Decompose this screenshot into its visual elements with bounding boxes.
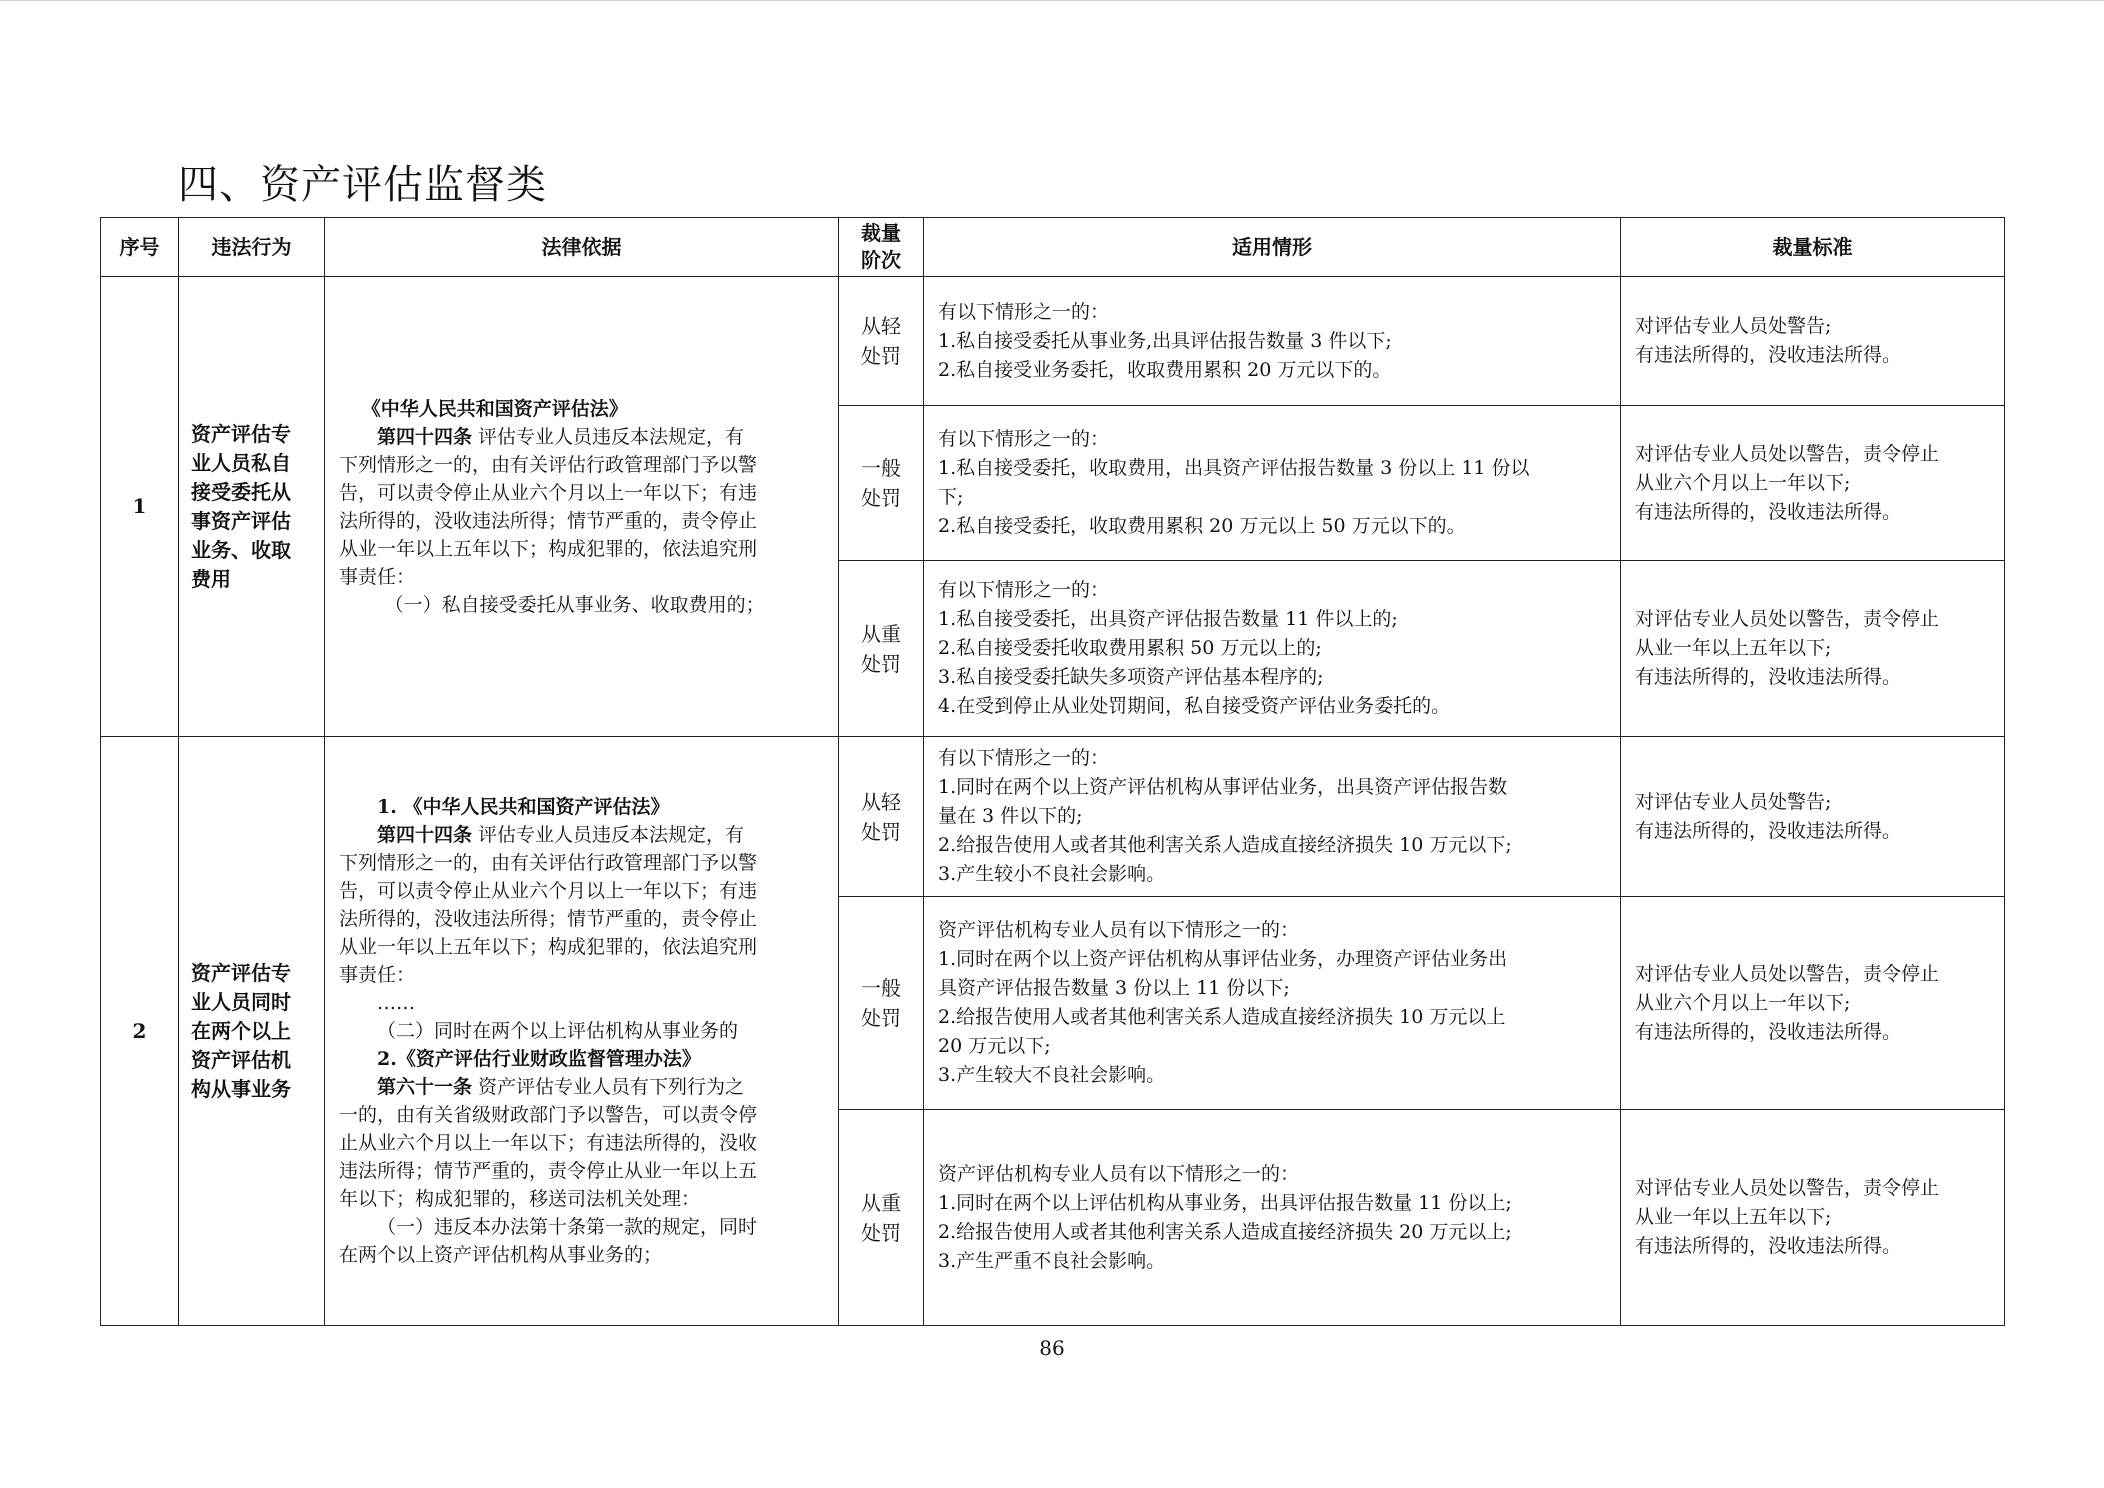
level-line: 从重 (861, 621, 901, 646)
law-item: （二）同时在两个以上评估机构从事业务的 (377, 1020, 739, 1042)
violation-line: 资产评估专 (191, 960, 291, 985)
law-text: 下列情形之一的，由有关评估行政管理部门予以警 (339, 852, 758, 874)
violation-cell (179, 277, 325, 737)
violation-line: 费用 (191, 566, 231, 591)
standard-line: 对评估专业人员处以警告，责令停止 (1635, 1177, 1940, 1199)
violation-line: 业人员同时 (191, 989, 291, 1014)
violation-line: 业人员私自 (191, 450, 291, 475)
law-text: 告，可以责令停止从业六个月以上一年以下；有违 (339, 880, 758, 902)
situation-line: 2.给报告使用人或者其他利害关系人造成直接经济损失 10 万元以上 (938, 1006, 1506, 1028)
row-number: 2 (101, 737, 179, 1326)
situation-line: 资产评估机构专业人员有以下情形之一的： (938, 1162, 1300, 1185)
standard-cell (1621, 1110, 2005, 1326)
level-line: 处罚 (861, 1006, 901, 1030)
situation-cell (924, 561, 1621, 737)
col-header-level-line: 裁量 (861, 221, 901, 245)
situation-line: 3.私自接受委托缺失多项资产评估基本程序的; (938, 666, 1324, 688)
law-text: 评估专业人员违反本法规定，有 (472, 824, 745, 846)
situation-line: 有以下情形之一的： (938, 747, 1110, 769)
standard-cell (1621, 561, 2005, 737)
violation-line: 在两个以上 (191, 1018, 291, 1043)
col-header-law: 法律依据 (325, 218, 839, 277)
law-text: 告，可以责令停止从业六个月以上一年以下；有违 (339, 481, 758, 504)
page-top-border (0, 0, 2104, 1)
situation-line: 资产评估机构专业人员有以下情形之一的： (938, 919, 1300, 941)
level-cell (839, 1110, 924, 1326)
violation-line: 构从事业务 (191, 1076, 291, 1101)
level-line: 从轻 (861, 789, 901, 814)
situation-line: 有以下情形之一的： (938, 300, 1110, 323)
law-item: （一）违反本办法第十条第一款的规定，同时 (377, 1216, 758, 1238)
situation-line: 20 万元以下; (938, 1035, 1051, 1057)
level-cell (839, 406, 924, 561)
standard-line: 从业六个月以上一年以下; (1635, 991, 1851, 1014)
col-header-act: 违法行为 (179, 218, 325, 277)
violation-line: 资产评估专 (191, 421, 291, 446)
law-article: 第四十四条 (377, 824, 473, 846)
situation-line: 1.同时在两个以上资产评估机构从事评估业务，办理资产评估业务出 (938, 948, 1508, 970)
law-text: 资产评估专业人员有下列行为之 (472, 1076, 745, 1098)
situation-cell (924, 897, 1621, 1110)
page-number: 86 (1039, 1336, 1065, 1360)
situation-line: 量在 3 件以下的; (938, 805, 1083, 827)
level-line: 从重 (861, 1190, 901, 1215)
law-text: 从业一年以上五年以下；构成犯罪的，依法追究刑 (339, 936, 758, 958)
situation-line: 1.同时在两个以上资产评估机构从事评估业务，出具资产评估报告数 (938, 776, 1508, 798)
row-number: 1 (101, 277, 179, 737)
level-line: 处罚 (861, 486, 901, 510)
level-line: 处罚 (861, 344, 901, 368)
situation-line: 1.私自接受委托从事业务,出具评估报告数量 3 件以下; (938, 329, 1392, 352)
table-row (101, 277, 2005, 406)
standard-line: 有违法所得的，没收违法所得。 (1635, 500, 1902, 523)
law-item: （一）私自接受委托从事业务、收取费用的； (384, 593, 765, 616)
standard-line: 有违法所得的，没收违法所得。 (1635, 344, 1902, 366)
standard-line: 有违法所得的，没收违法所得。 (1635, 666, 1902, 688)
standard-line: 从业一年以上五年以下; (1635, 1206, 1832, 1228)
table-row (101, 737, 2005, 897)
standard-line: 对评估专业人员处以警告，责令停止 (1635, 608, 1940, 630)
col-header-standard: 裁量标准 (1621, 218, 2005, 277)
violation-line: 业务、收取 (191, 537, 291, 562)
col-header-level-line: 阶次 (861, 248, 901, 272)
law-item: 在两个以上资产评估机构从事业务的； (339, 1244, 663, 1266)
law-text: 评估专业人员违反本法规定，有 (472, 425, 745, 448)
standard-cell (1621, 897, 2005, 1110)
law-text: 下列情形之一的，由有关评估行政管理部门予以警 (339, 453, 758, 476)
col-header-situation: 适用情形 (924, 218, 1621, 277)
level-line: 一般 (861, 976, 901, 1000)
legal-basis-cell (325, 737, 839, 1326)
law-text: 事责任： (339, 964, 416, 986)
col-header-no: 序号 (101, 218, 179, 277)
law-text: 法所得的，没收违法所得；情节严重的，责令停止 (339, 908, 758, 930)
law-text: 年以下；构成犯罪的，移送司法机关处理： (339, 1188, 701, 1210)
law-ellipsis: …… (377, 992, 415, 1014)
standard-line: 从业一年以上五年以下; (1635, 637, 1832, 659)
situation-line: 3.产生较大不良社会影响。 (938, 1064, 1166, 1086)
law-title: 1. 《中华人民共和国资产评估法》 (377, 796, 670, 818)
situation-line: 具资产评估报告数量 3 份以上 11 份以下; (938, 977, 1290, 999)
situation-cell (924, 1110, 1621, 1326)
level-cell (839, 737, 924, 897)
situation-line: 下; (938, 486, 964, 508)
violation-line: 接受委托从 (191, 479, 291, 504)
situation-line: 2.私自接受委托收取费用累积 50 万元以上的; (938, 637, 1322, 659)
law-text: 事责任： (339, 565, 416, 588)
situation-line: 3.产生严重不良社会影响。 (938, 1249, 1166, 1272)
situation-line: 3.产生较小不良社会影响。 (938, 863, 1166, 885)
standard-line: 有违法所得的，没收违法所得。 (1635, 1235, 1902, 1257)
law-text: 从业一年以上五年以下；构成犯罪的，依法追究刑 (339, 537, 758, 560)
law-text: 一的，由有关省级财政部门予以警告，可以责令停 (339, 1104, 758, 1126)
violation-line: 事资产评估 (191, 508, 291, 533)
standard-line: 对评估专业人员处以警告，责令停止 (1635, 962, 1940, 985)
situation-line: 1.同时在两个以上评估机构从事业务，出具评估报告数量 11 份以上; (938, 1191, 1512, 1214)
situation-cell (924, 406, 1621, 561)
violation-line: 资产评估机 (191, 1047, 291, 1072)
level-line: 从轻 (861, 314, 901, 338)
standard-cell (1621, 406, 2005, 561)
level-cell (839, 561, 924, 737)
violation-cell (179, 737, 325, 1326)
situation-cell (924, 277, 1621, 406)
situation-cell (924, 737, 1621, 897)
standard-line: 对评估专业人员处以警告，责令停止 (1635, 442, 1940, 465)
situation-line: 1.私自接受委托，出具资产评估报告数量 11 件以上的; (938, 608, 1398, 630)
law-text: 法所得的，没收违法所得；情节严重的，责令停止 (339, 509, 758, 532)
standard-line: 有违法所得的，没收违法所得。 (1635, 819, 1902, 842)
standard-line: 从业六个月以上一年以下; (1635, 471, 1851, 494)
level-line: 处罚 (861, 819, 901, 844)
col-header-level (839, 218, 924, 277)
penalty-table (100, 217, 2005, 1326)
level-line: 处罚 (861, 651, 901, 676)
standard-line: 对评估专业人员处警告; (1635, 790, 1832, 813)
situation-line: 2.私自接受业务委托，收取费用累积 20 万元以下的。 (938, 358, 1392, 381)
situation-line: 有以下情形之一的： (938, 428, 1110, 450)
level-line: 一般 (861, 456, 901, 480)
legal-basis-cell (325, 277, 839, 737)
standard-line: 对评估专业人员处警告; (1635, 315, 1832, 337)
law-text: 止从业六个月以上一年以下；有违法所得的，没收 (339, 1132, 758, 1154)
situation-line: 2.给报告使用人或者其他利害关系人造成直接经济损失 20 万元以上; (938, 1220, 1512, 1243)
standard-cell (1621, 277, 2005, 406)
standard-line: 有违法所得的，没收违法所得。 (1635, 1020, 1902, 1043)
law-title: 《中华人民共和国资产评估法》 (361, 397, 628, 420)
situation-line: 2.给报告使用人或者其他利害关系人造成直接经济损失 10 万元以下; (938, 834, 1512, 856)
level-cell (839, 897, 924, 1110)
table-header-row (101, 218, 2005, 277)
situation-line: 2.私自接受委托，收取费用累积 20 万元以上 50 万元以下的。 (938, 515, 1466, 537)
page-title: 四、资产评估监督类 (178, 162, 547, 208)
situation-line: 4.在受到停止从业处罚期间，私自接受资产评估业务委托的。 (938, 695, 1451, 717)
law-title-2: 2.《资产评估行业财政监督管理办法》 (377, 1048, 701, 1070)
law-text: 违法所得；情节严重的，责令停止从业一年以上五 (339, 1160, 758, 1182)
standard-cell (1621, 737, 2005, 897)
situation-line: 有以下情形之一的： (938, 579, 1110, 601)
level-cell (839, 277, 924, 406)
situation-line: 1.私自接受委托，收取费用，出具资产评估报告数量 3 份以上 11 份以 (938, 457, 1530, 479)
law-article-2: 第六十一条 (377, 1076, 473, 1098)
law-article: 第四十四条 (377, 425, 473, 448)
level-line: 处罚 (861, 1220, 901, 1245)
